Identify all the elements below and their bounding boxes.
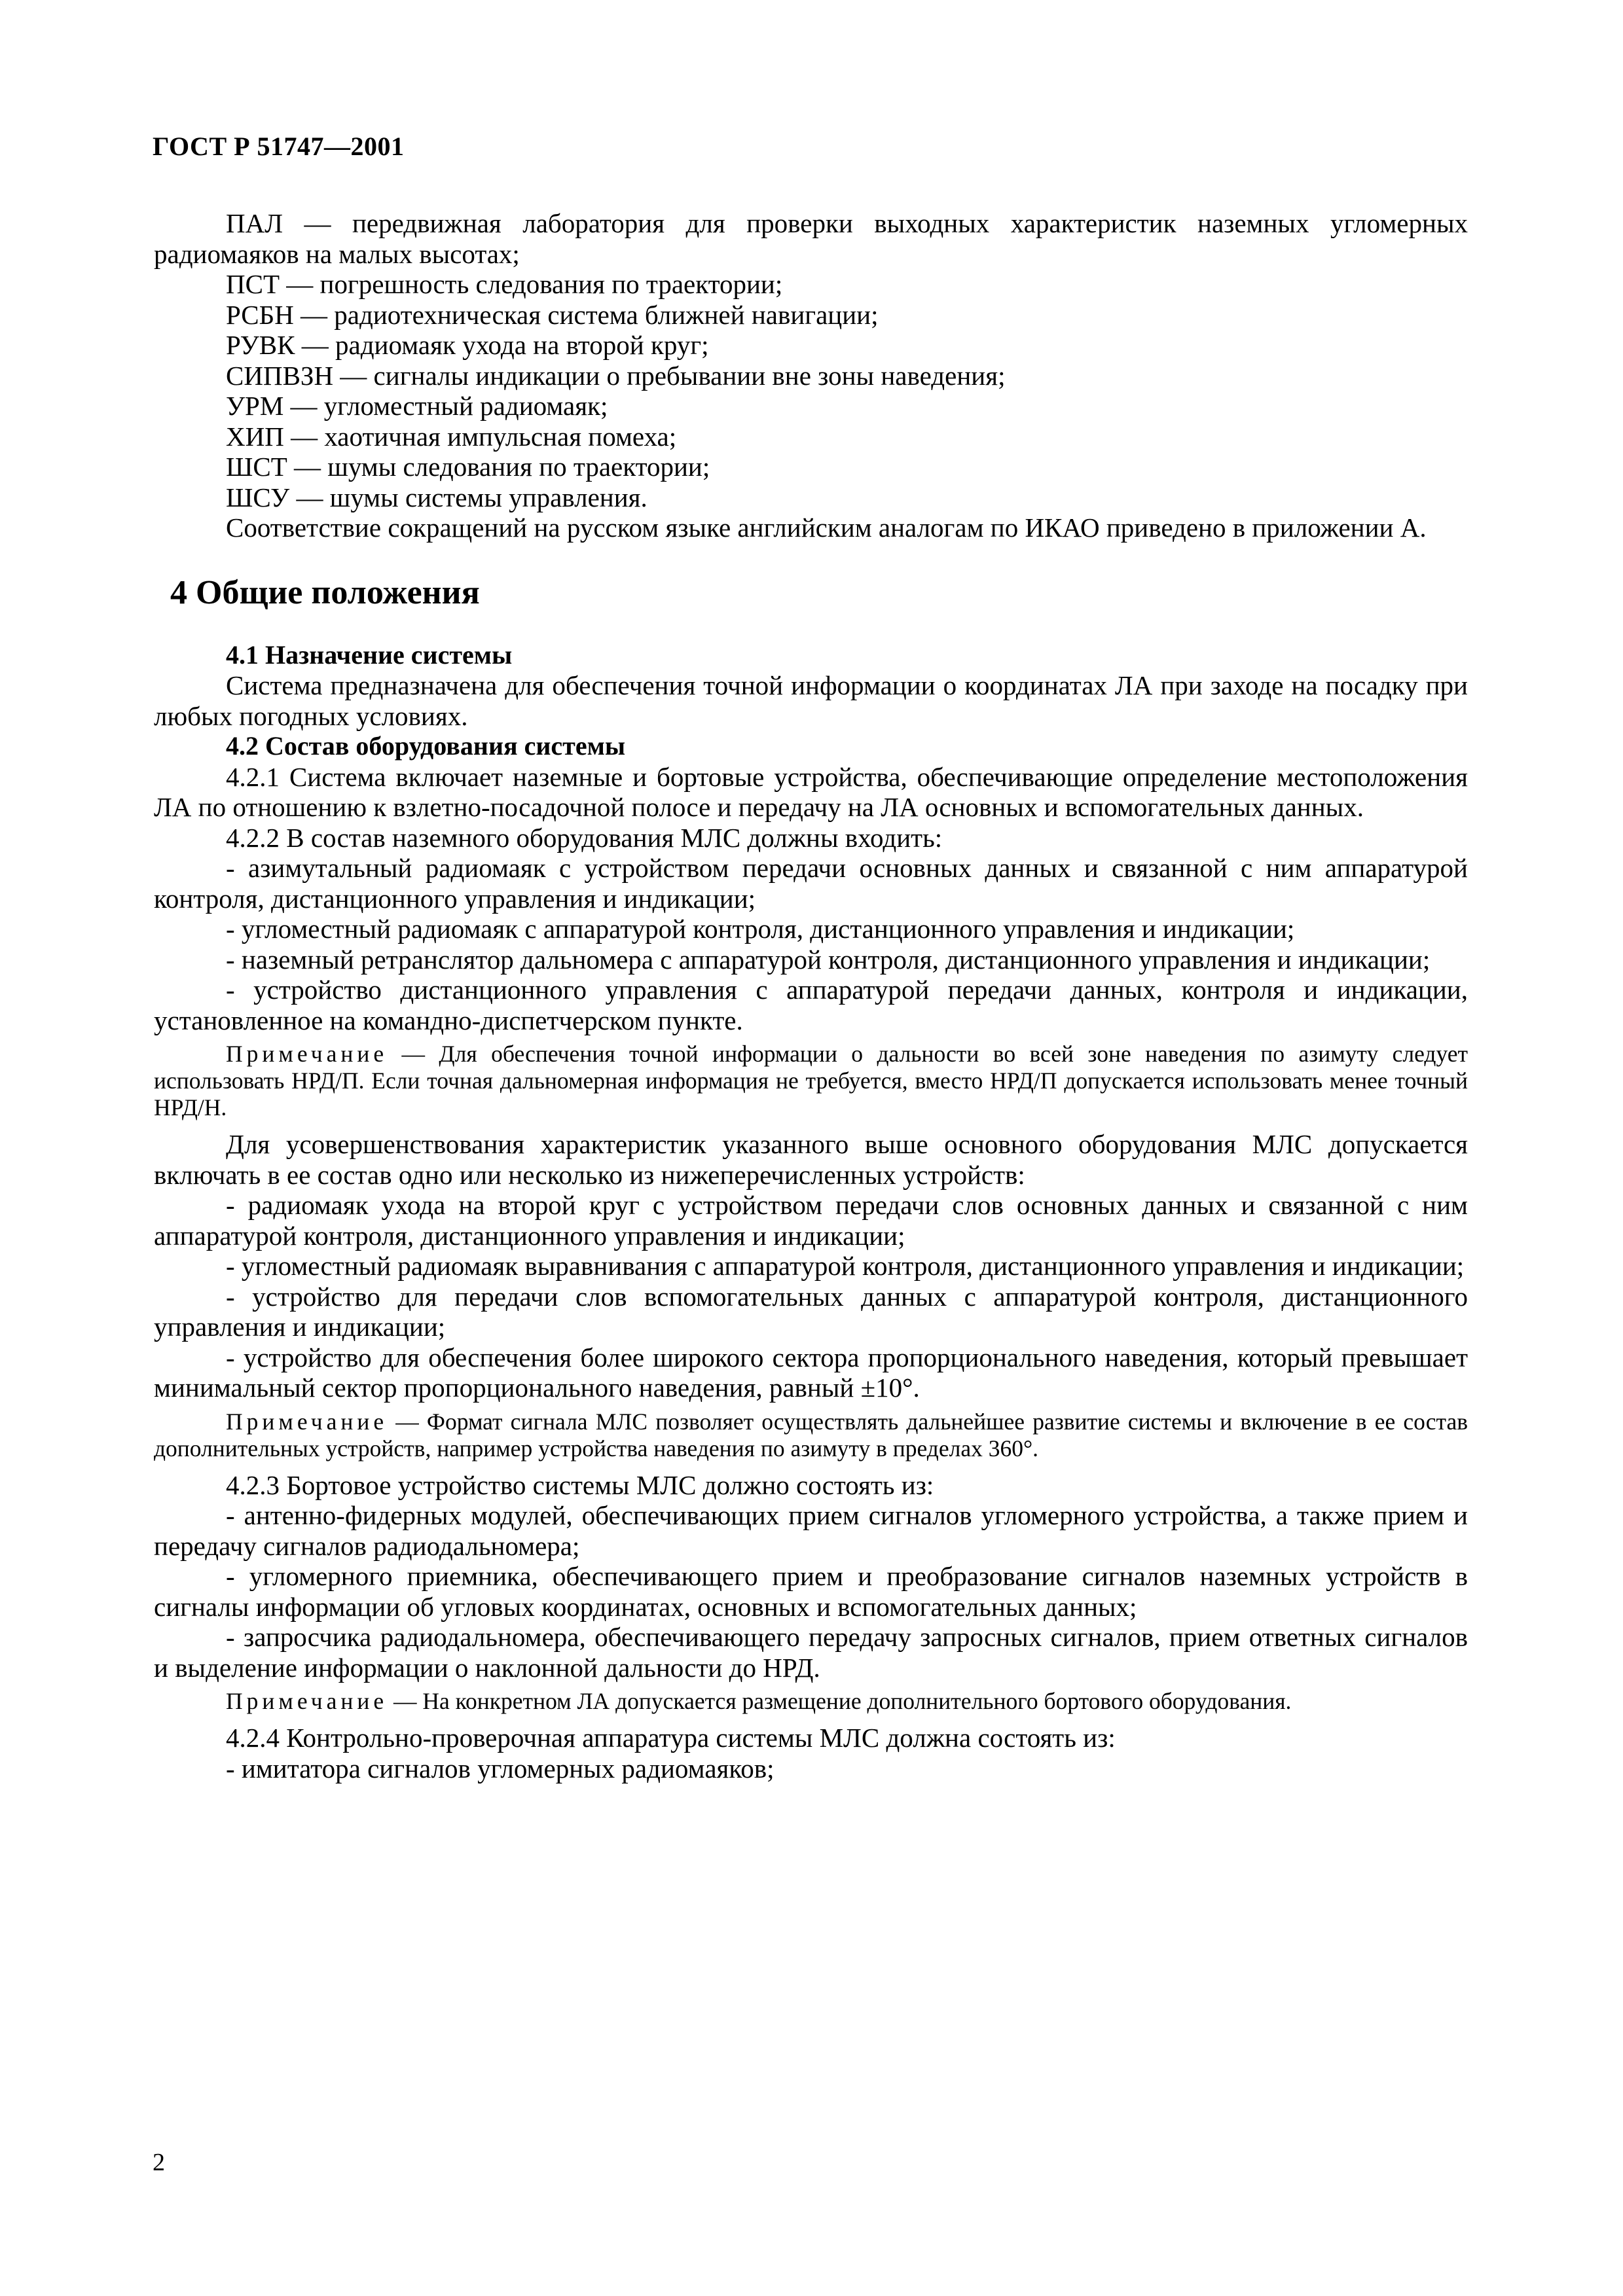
improvement-intro: Для усовершенствования характеристик указанного выше основного оборудования МЛС допускается включать в ее состав одно или несколько из нижеперечисленных устройств: [154, 1129, 1468, 1190]
document-header: ГОСТ Р 51747—2001 [153, 132, 405, 161]
ground-equipment-item: - угломестный радиомаяк с аппаратурой контроля, дистанционного управления и индикации; [226, 914, 1295, 944]
ground-equipment-item: - азимутальный радиомаяк с устройством передачи основных данных и связанной с ним аппаратурой контроля, дистанционного управления и индикации; [154, 853, 1468, 914]
section-4-2-title: 4.2 Состав оборудования системы [226, 731, 626, 761]
section-4-2-2-intro: 4.2.2 В состав наземного оборудования МЛС должны входить: [226, 822, 943, 853]
section-4-title: 4 Общие положения [170, 573, 480, 611]
test-equipment-item: - имитатора сигналов угломерных радиомаяков; [226, 1753, 775, 1784]
ground-equipment-item: - устройство дистанционного управления с аппаратурой передачи данных, контроля и индикации, установленное на командно-диспетчерском пункте. [154, 975, 1468, 1035]
improvement-item: - угломестный радиомаяк выравнивания с аппаратурой контроля, дистанционного управления и индикации; [226, 1251, 1465, 1281]
section-4-2-3-intro: 4.2.3 Бортовое устройство системы МЛС должно состоять из: [226, 1469, 934, 1500]
page-number: 2 [153, 2149, 165, 2176]
section-4-2-1: 4.2.1 Система включает наземные и бортовые устройства, обеспечивающие определение местоположения ЛА по отношению к взлетно-посадочной полосе и передачу на ЛА основных и вспомогательных данных. [154, 761, 1468, 822]
note-1 [154, 1041, 1468, 1121]
improvement-item: - устройство для передачи слов вспомогательных данных с аппаратурой контроля, дистанционного управления и индикации; [154, 1281, 1468, 1342]
note-3 [154, 1688, 1468, 1715]
abbrev-khip: ХИП — хаотичная импульсная помеха; [226, 421, 677, 452]
page-content [154, 208, 1468, 1784]
abbrev-pal: ПАЛ — передвижная лаборатория для проверки выходных характеристик наземных угломерных радиомаяков на малых высотах; [154, 208, 1468, 269]
section-4-1-text: Система предназначена для обеспечения точной информации о координатах ЛА при заходе на посадку при любых погодных условиях. [154, 670, 1468, 731]
abbrev-urm: УРМ — угломестный радиомаяк; [226, 391, 608, 421]
abbrev-sipvzn: СИПВЗН — сигналы индикации о пребывании вне зоны наведения; [226, 360, 1006, 391]
abbrev-pst: ПСТ — погрешность следования по траектории; [226, 269, 783, 299]
onboard-equipment-item: - запросчика радиодальномера, обеспечивающего передачу запросных сигналов, прием ответных сигналов и выделение информации о наклонной дальности до НРД. [154, 1622, 1468, 1683]
note-label: Примечание [226, 1408, 388, 1435]
note-label: Примечание [226, 1041, 388, 1067]
note-1-text: — Для обеспечения точной информации о дальности во всей зоне наведения по азимуту следует использовать НРД/П. Если точная дальномерная информация не требуется, вместо НРД/П допускается использовать менее точный НРД/Н. [154, 1041, 1468, 1121]
onboard-equipment-item: - антенно-фидерных модулей, обеспечивающих прием сигналов угломерного устройства, а также прием и передачу сигналов радиодальномера; [154, 1500, 1468, 1561]
abbrev-ruvk: РУВК — радиомаяк ухода на второй круг; [226, 330, 709, 360]
note-label: Примечание [226, 1688, 388, 1714]
improvement-item: - устройство для обеспечения более широкого сектора пропорционального наведения, который превышает минимальный сектор пропорционального наведения, равный ±10°. [154, 1342, 1468, 1403]
section-4-2-4-intro: 4.2.4 Контрольно-проверочная аппаратура системы МЛС должна состоять из: [226, 1723, 1116, 1753]
note-2-text: — Формат сигнала МЛС позволяет осуществлять дальнейшее развитие системы и включение в ее состав дополнительных устройств, например устройства наведения по азимуту в пределах 360°. [154, 1408, 1468, 1462]
abbrev-shsu: ШСУ — шумы системы управления. [226, 482, 647, 512]
improvement-item: - радиомаяк ухода на второй круг с устройством передачи слов основных данных и связанной с ним аппаратурой контроля, дистанционного управления и индикации; [154, 1190, 1468, 1251]
abbrev-shst: ШСТ — шумы следования по траектории; [226, 452, 710, 482]
ground-equipment-item: - наземный ретранслятор дальномера с аппаратурой контроля, дистанционного управления и индикации; [226, 944, 1431, 975]
section-4-1-title: 4.1 Назначение системы [226, 639, 513, 670]
abbrev-correspondence: Соответствие сокращений на русском языке английским аналогам по ИКАО приведено в приложении А. [226, 512, 1427, 543]
abbrev-rsbn: РСБН — радиотехническая система ближней навигации; [226, 299, 879, 330]
note-2 [154, 1408, 1468, 1462]
onboard-equipment-item: - угломерного приемника, обеспечивающего прием и преобразование сигналов наземных устройств в сигналы информации об угловых координатах, основных и вспомогательных данных; [154, 1561, 1468, 1622]
note-3-text: — На конкретном ЛА допускается размещение дополнительного бортового оборудования. [393, 1688, 1292, 1714]
